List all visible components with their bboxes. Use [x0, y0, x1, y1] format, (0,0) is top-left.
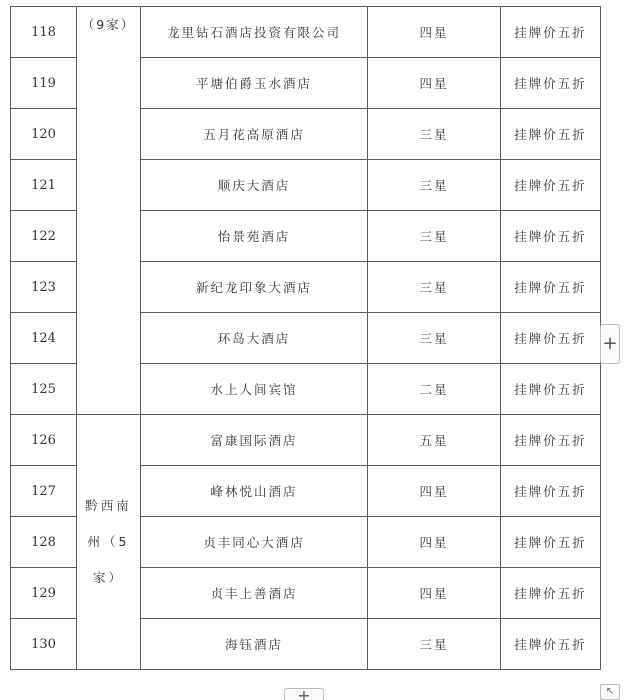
price-discount[interactable]: 挂牌价五折	[501, 211, 601, 262]
hotel-name[interactable]: 贞丰同心大酒店	[141, 517, 368, 568]
hotel-name[interactable]: 龙里钻石酒店投资有限公司	[141, 7, 368, 58]
price-discount[interactable]: 挂牌价五折	[501, 517, 601, 568]
price-discount[interactable]: 挂牌价五折	[501, 58, 601, 109]
region-cell[interactable]	[77, 415, 141, 670]
star-rating[interactable]: 二星	[368, 364, 501, 415]
hotel-name[interactable]: 环岛大酒店	[141, 313, 368, 364]
price-discount[interactable]: 挂牌价五折	[501, 313, 601, 364]
hotel-name[interactable]: 平塘伯爵玉水酒店	[141, 58, 368, 109]
table-row	[11, 415, 601, 466]
price-discount[interactable]: 挂牌价五折	[501, 466, 601, 517]
hotel-name[interactable]: 水上人间宾馆	[141, 364, 368, 415]
price-discount[interactable]: 挂牌价五折	[501, 160, 601, 211]
row-number[interactable]: 126	[11, 415, 77, 466]
row-number[interactable]: 122	[11, 211, 77, 262]
star-rating[interactable]: 三星	[368, 160, 501, 211]
row-number[interactable]: 120	[11, 109, 77, 160]
price-discount[interactable]: 挂牌价五折	[501, 568, 601, 619]
row-number[interactable]: 130	[11, 619, 77, 670]
price-discount[interactable]: 挂牌价五折	[501, 364, 601, 415]
row-number[interactable]: 119	[11, 58, 77, 109]
hotel-name[interactable]: 贞丰上善酒店	[141, 568, 368, 619]
price-discount[interactable]: 挂牌价五折	[501, 7, 601, 58]
hotel-name[interactable]: 怡景苑酒店	[141, 211, 368, 262]
hotel-name[interactable]: 富康国际酒店	[141, 415, 368, 466]
star-rating[interactable]: 三星	[368, 313, 501, 364]
row-number[interactable]: 129	[11, 568, 77, 619]
star-rating[interactable]: 三星	[368, 262, 501, 313]
table-row	[11, 7, 601, 58]
price-discount[interactable]: 挂牌价五折	[501, 262, 601, 313]
add-column-button[interactable]	[600, 324, 620, 364]
row-number[interactable]: 127	[11, 466, 77, 517]
star-rating[interactable]: 四星	[368, 58, 501, 109]
resize-arrow-icon: ↖	[605, 686, 615, 697]
hotel-name[interactable]: 顺庆大酒店	[141, 160, 368, 211]
row-number[interactable]: 128	[11, 517, 77, 568]
star-rating[interactable]: 四星	[368, 517, 501, 568]
star-rating[interactable]: 四星	[368, 568, 501, 619]
row-number[interactable]: 123	[11, 262, 77, 313]
row-number[interactable]: 125	[11, 364, 77, 415]
hotel-name[interactable]: 峰林悦山酒店	[141, 466, 368, 517]
hotel-table	[10, 6, 601, 670]
hotel-name[interactable]: 海钰酒店	[141, 619, 368, 670]
region-label-line2: 州（5家）	[87, 534, 130, 585]
region-cell[interactable]	[77, 7, 141, 415]
star-rating[interactable]: 三星	[368, 211, 501, 262]
price-discount[interactable]: 挂牌价五折	[501, 109, 601, 160]
row-number[interactable]: 118	[11, 7, 77, 58]
region-label-line1: 黔西南	[85, 498, 132, 513]
plus-icon: +	[297, 686, 311, 700]
row-number[interactable]: 124	[11, 313, 77, 364]
price-discount[interactable]: 挂牌价五折	[501, 619, 601, 670]
hotel-name[interactable]: 新纪龙印象大酒店	[141, 262, 368, 313]
region-label: （9家）	[81, 17, 136, 32]
star-rating[interactable]: 三星	[368, 619, 501, 670]
plus-icon: +	[602, 333, 618, 354]
table-resize-handle[interactable]	[600, 684, 620, 700]
add-row-button[interactable]	[284, 688, 324, 700]
star-rating[interactable]: 三星	[368, 109, 501, 160]
row-number[interactable]: 121	[11, 160, 77, 211]
star-rating[interactable]: 四星	[368, 7, 501, 58]
star-rating[interactable]: 四星	[368, 466, 501, 517]
hotel-name[interactable]: 五月花高原酒店	[141, 109, 368, 160]
price-discount[interactable]: 挂牌价五折	[501, 415, 601, 466]
star-rating[interactable]: 五星	[368, 415, 501, 466]
